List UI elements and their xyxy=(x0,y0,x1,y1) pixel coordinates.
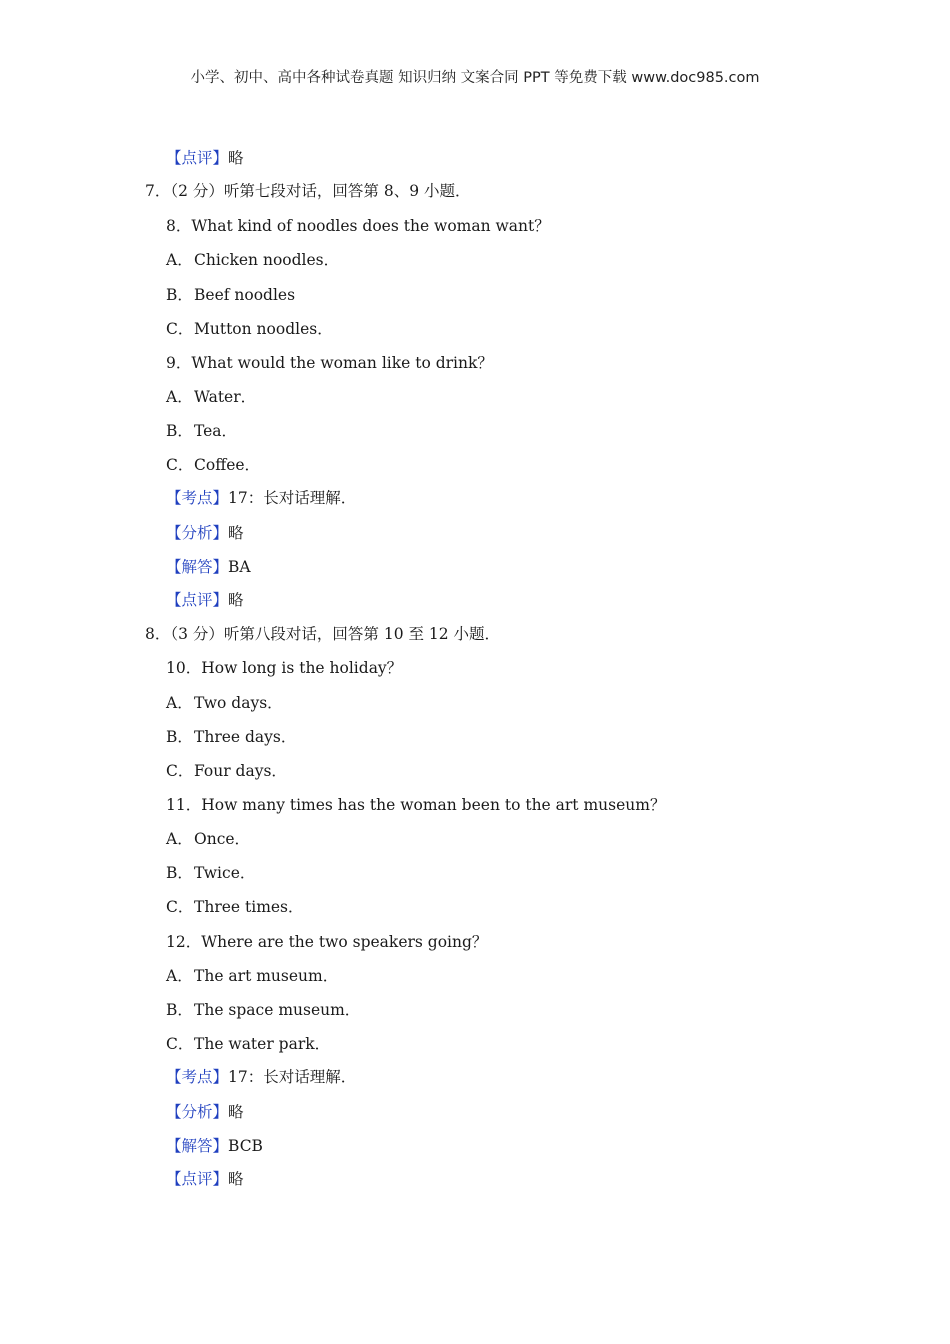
option-text: Coffee． xyxy=(194,456,261,474)
option-letter: C． xyxy=(166,898,194,916)
option-text: Three days． xyxy=(194,728,297,746)
option-b xyxy=(166,421,237,441)
question-group-title: 7．（2 分）听第七段对话，回答第 8、9 小题． xyxy=(145,182,471,200)
fenxi-value: 略 xyxy=(228,1103,244,1121)
question-stem: 12．Where are the two speakers going？ xyxy=(166,933,488,951)
kaodian-line xyxy=(166,488,356,508)
option-letter: B． xyxy=(166,286,193,304)
option-letter: A． xyxy=(166,830,193,848)
option-b xyxy=(166,863,255,883)
option-letter: B． xyxy=(166,422,193,440)
kaodian-tag: 【考点】 xyxy=(166,1068,229,1086)
question-stem: 10．How long is the holiday？ xyxy=(166,659,403,677)
option-c xyxy=(166,897,304,917)
jieda-tag: 【解答】 xyxy=(166,558,229,576)
page-header: 小学、初中、高中各种试卷真题 知识归纳 文案合同 PPT 等免费下载 www.doc985.com xyxy=(190,70,760,86)
option-text: Beef noodles xyxy=(194,286,296,304)
option-letter: B． xyxy=(166,864,193,882)
dianping-tag: 【点评】 xyxy=(166,1170,229,1188)
option-letter: C． xyxy=(166,456,194,474)
dianping-tag: 【点评】 xyxy=(166,591,229,609)
option-letter: A． xyxy=(166,388,193,406)
option-a xyxy=(166,693,283,713)
review-tag: 【点评】 xyxy=(166,149,229,167)
fenxi-tag: 【分析】 xyxy=(166,524,229,542)
jieda-value: BA xyxy=(228,558,251,576)
option-c xyxy=(166,455,260,475)
option-a xyxy=(166,829,250,849)
option-text: Water． xyxy=(194,388,257,406)
kaodian-tag: 【考点】 xyxy=(166,489,229,507)
option-letter: B． xyxy=(166,728,193,746)
dianping-line xyxy=(166,1169,244,1189)
review-value: 略 xyxy=(228,149,244,167)
option-a xyxy=(166,387,256,407)
fenxi-line xyxy=(166,1102,244,1122)
option-text: The space museum． xyxy=(194,1001,361,1019)
fenxi-line xyxy=(166,523,244,543)
option-c xyxy=(166,319,333,339)
option-text: Two days． xyxy=(194,694,283,712)
option-text: The water park． xyxy=(194,1035,331,1053)
option-a xyxy=(166,966,338,986)
jieda-tag: 【解答】 xyxy=(166,1137,229,1155)
option-b xyxy=(166,727,296,747)
option-b xyxy=(166,1000,360,1020)
option-text: Mutton noodles． xyxy=(194,320,333,338)
kaodian-value: 17：长对话理解． xyxy=(228,489,357,507)
option-letter: C． xyxy=(166,320,194,338)
option-text: Twice． xyxy=(194,864,256,882)
question-stem: 11．How many times has the woman been to the art museum？ xyxy=(166,796,666,814)
question-stem: 8．What kind of noodles does the woman want？ xyxy=(166,217,550,235)
option-text: Tea． xyxy=(194,422,238,440)
option-letter: A． xyxy=(166,694,193,712)
option-letter: A． xyxy=(166,967,193,985)
option-letter: A． xyxy=(166,251,193,269)
fenxi-tag: 【分析】 xyxy=(166,1103,229,1121)
option-text: The art museum． xyxy=(194,967,339,985)
kaodian-line xyxy=(166,1067,356,1087)
dianping-value: 略 xyxy=(228,591,244,609)
kaodian-value: 17：长对话理解． xyxy=(228,1068,357,1086)
dianping-value: 略 xyxy=(228,1170,244,1188)
option-text: Four days． xyxy=(194,762,287,780)
option-letter: B． xyxy=(166,1001,193,1019)
jieda-line xyxy=(166,557,251,577)
jieda-value: BCB xyxy=(228,1137,263,1155)
option-c xyxy=(166,1034,330,1054)
option-c xyxy=(166,761,287,781)
option-a xyxy=(166,250,339,270)
option-text: Chicken noodles． xyxy=(194,251,340,269)
jieda-line xyxy=(166,1136,263,1156)
option-letter: C． xyxy=(166,1035,194,1053)
dianping-line xyxy=(166,590,244,610)
option-letter: C． xyxy=(166,762,194,780)
review-line xyxy=(166,148,244,168)
option-text: Once． xyxy=(194,830,251,848)
option-text: Three times． xyxy=(194,898,304,916)
question-stem: 9．What would the woman like to drink？ xyxy=(166,354,493,372)
fenxi-value: 略 xyxy=(228,524,244,542)
question-group-title: 8．（3 分）听第八段对话，回答第 10 至 12 小题． xyxy=(145,625,501,643)
option-b xyxy=(166,285,295,305)
